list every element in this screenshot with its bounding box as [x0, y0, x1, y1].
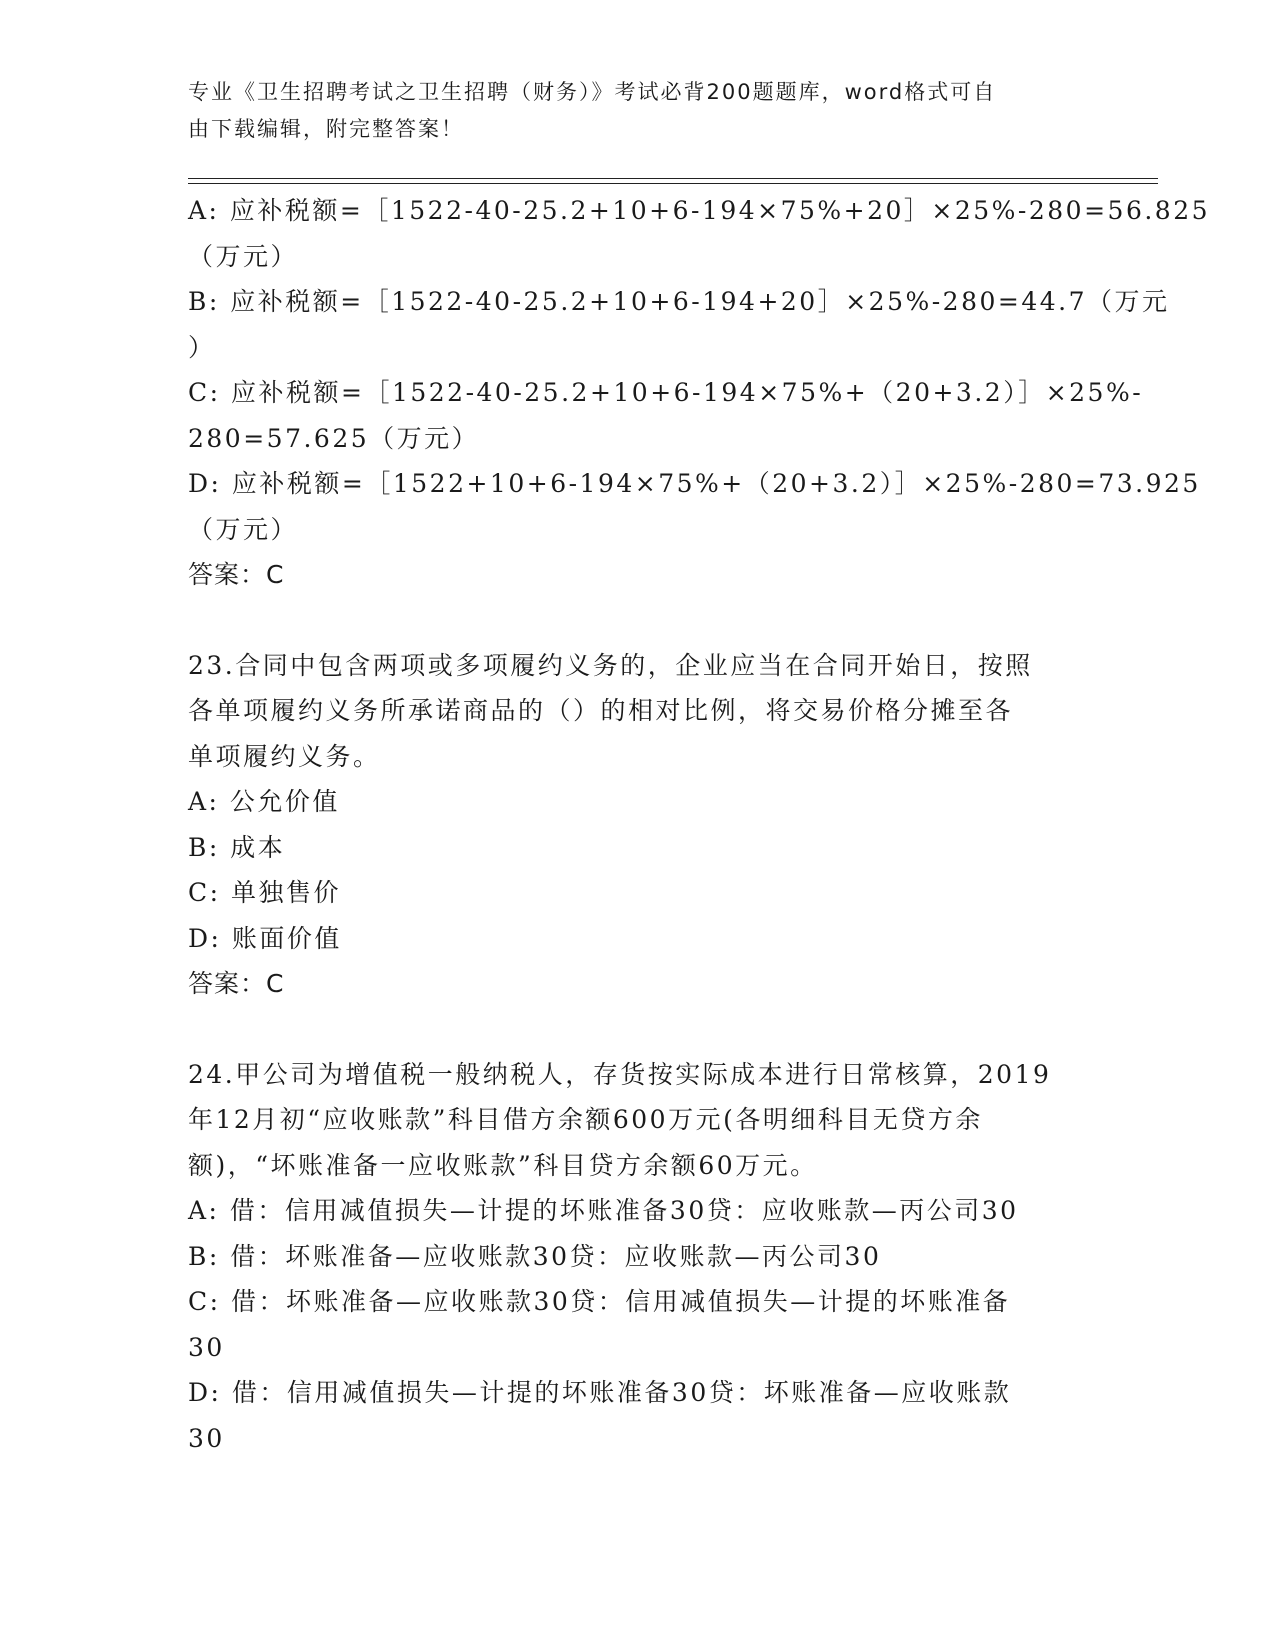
- question-text-line-1: 24.甲公司为增值税一般纳税人，存货按实际成本进行日常核算，2019: [188, 1059, 1052, 1089]
- header-line-1: 专业《卫生招聘考试之卫生招聘（财务）》考试必背200题题库，word格式可自: [188, 80, 997, 104]
- page-header: [188, 74, 1068, 148]
- question-22-options: [188, 188, 1211, 598]
- option-d-line-2: 30: [188, 1423, 225, 1453]
- option-d-line-2: （万元）: [188, 514, 299, 544]
- question-text-line-3: 单项履约义务。: [188, 741, 381, 771]
- header-divider-top: [188, 178, 1158, 179]
- option-c: C: 单独售价: [188, 878, 341, 907]
- option-d-line-1: D: 应补税额=［1522+10+6-194×75%+（20+3.2）］×25%-280=73.925: [188, 469, 1201, 498]
- header-line-2: 由下载编辑，附完整答案！: [188, 117, 464, 141]
- option-a: A: 借：信用减值损失—计提的坏账准备30贷：应收账款—丙公司30: [188, 1196, 1019, 1225]
- option-a: A: 公允价值: [188, 787, 340, 816]
- question-23: [188, 643, 1088, 1007]
- document-body: [188, 188, 1211, 1461]
- answer-23: 答案：C: [188, 969, 285, 998]
- option-d: D: 账面价值: [188, 923, 342, 953]
- option-c-line-2: 30: [188, 1332, 225, 1362]
- question-24: [188, 1052, 1088, 1462]
- option-a-line-2: （万元）: [188, 241, 299, 271]
- answer-22: 答案：C: [188, 560, 285, 589]
- option-b: B: 成本: [188, 832, 286, 862]
- question-text-line-3: 额)，“坏账准备一应收账款”科目贷方余额60万元。: [188, 1150, 818, 1180]
- option-b: B: 借：坏账准备—应收账款30贷：应收账款—丙公司30: [188, 1241, 882, 1271]
- question-text-line-2: 各单项履约义务所承诺商品的（）的相对比例，将交易价格分摊至各: [188, 696, 1014, 725]
- header-divider-bottom: [188, 183, 1158, 184]
- option-d-line-1: D: 借：信用减值损失—计提的坏账准备30贷：坏账准备—应收账款: [188, 1378, 1012, 1407]
- question-text-line-1: 23.合同中包含两项或多项履约义务的，企业应当在合同开始日，按照: [188, 650, 1033, 680]
- option-c-line-1: C: 应补税额=［1522-40-25.2+10+6-194×75%+（20+3.2）］×25%-: [188, 378, 1144, 407]
- option-b-line-2: ）: [188, 332, 216, 362]
- option-b-line-1: B: 应补税额=［1522-40-25.2+10+6-194+20］×25%-280=44.7（万元: [188, 287, 1170, 316]
- option-a-line-1: A: 应补税额=［1522-40-25.2+10+6-194×75%+20］×25%-280=56.825: [188, 196, 1211, 225]
- option-c-line-1: C: 借：坏账准备—应收账款30贷：信用减值损失—计提的坏账准备: [188, 1287, 1011, 1316]
- spacer: [188, 598, 1088, 643]
- option-c-line-2: 280=57.625（万元）: [188, 423, 480, 453]
- spacer: [188, 1007, 1088, 1052]
- question-text-line-2: 年12月初“应收账款”科目借方余额600万元(各明细科目无贷方余: [188, 1105, 983, 1134]
